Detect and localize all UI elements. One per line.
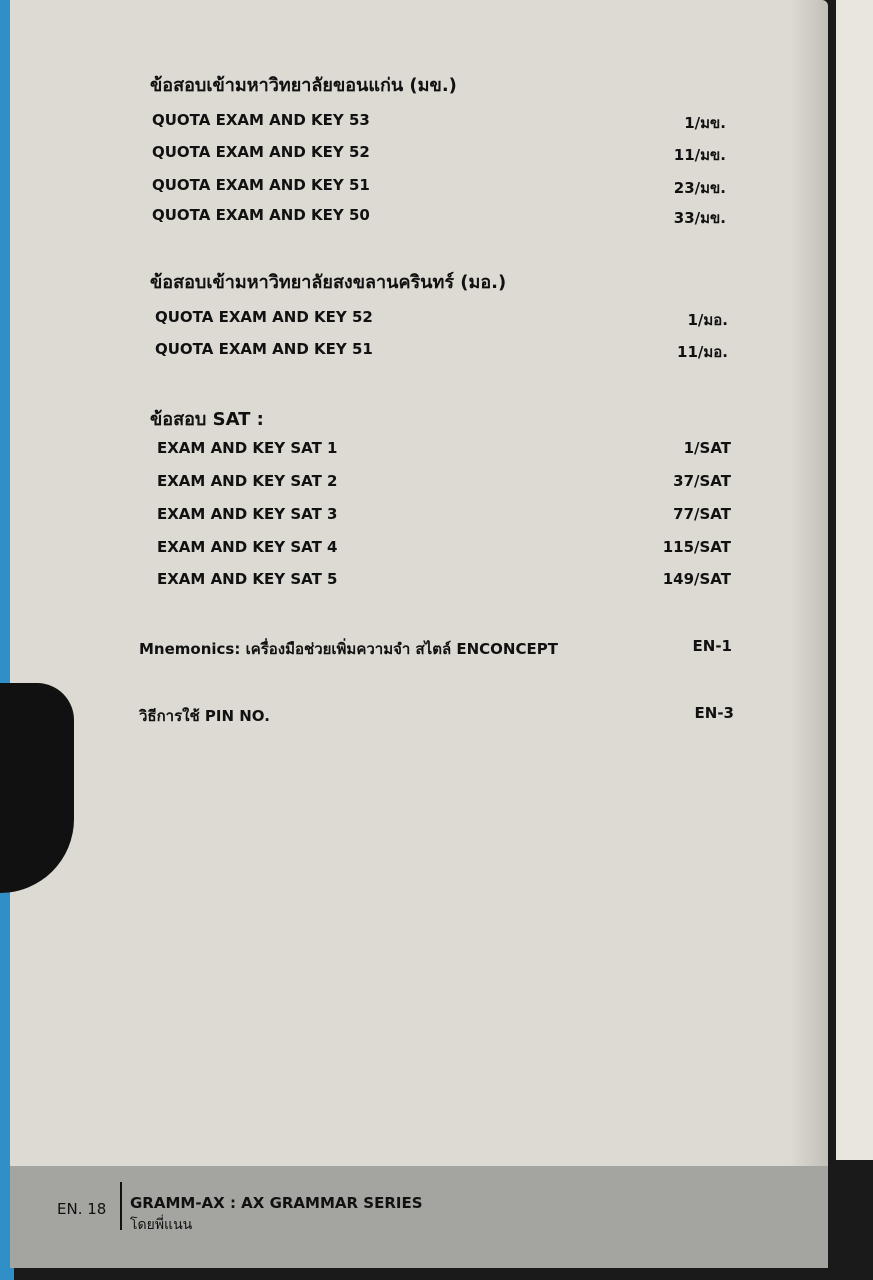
- toc-entry: [157, 538, 731, 558]
- section-heading-kku: ข้อสอบเข้ามหาวิทยาลัยขอนแก่น (มข.): [150, 75, 457, 96]
- toc-entry: [152, 111, 726, 131]
- footer-divider: [120, 1182, 122, 1230]
- toc-entry-page: 1/มอ.: [687, 311, 728, 329]
- toc-entry-label: QUOTA EXAM AND KEY 50: [152, 206, 370, 224]
- toc-entry-label: QUOTA EXAM AND KEY 51: [152, 176, 370, 194]
- toc-entry: [155, 340, 728, 360]
- toc-entry-label: Mnemonics: เครื่องมือช่วยเพิ่มความจำ สไตล์ ENCONCEPT: [139, 640, 558, 658]
- section-heading-psu: ข้อสอบเข้ามหาวิทยาลัยสงขลานครินทร์ (มอ.): [150, 272, 507, 293]
- toc-entry-mnemonics: [139, 637, 732, 657]
- toc-entry: [157, 570, 731, 590]
- toc-entry-page: 11/มอ.: [677, 343, 728, 361]
- toc-entry-label: EXAM AND KEY SAT 1: [157, 439, 338, 457]
- series-title: GRAMM-AX : AX GRAMMAR SERIES: [130, 1194, 423, 1212]
- toc-entry-page: 23/มข.: [673, 179, 726, 197]
- toc-entry-label: EXAM AND KEY SAT 2: [157, 472, 338, 490]
- spine-shadow: [790, 0, 828, 1268]
- page-number: EN. 18: [57, 1200, 107, 1218]
- toc-entry: [152, 176, 726, 196]
- toc-entry-label: QUOTA EXAM AND KEY 53: [152, 111, 370, 129]
- section-heading-sat: ข้อสอบ SAT :: [150, 409, 264, 430]
- toc-entry-page: 33/มข.: [673, 209, 726, 227]
- toc-entry-page: 1/SAT: [683, 439, 731, 457]
- toc-entry: [152, 143, 726, 163]
- toc-entry-label: EXAM AND KEY SAT 5: [157, 570, 338, 588]
- toc-entry-label: QUOTA EXAM AND KEY 51: [155, 340, 373, 358]
- toc-entry-pin: [139, 704, 734, 724]
- adjacent-page: [836, 0, 873, 1160]
- toc-entry-page: EN-1: [692, 637, 732, 655]
- toc-entry-page: 115/SAT: [662, 538, 731, 556]
- toc-entry-label: EXAM AND KEY SAT 3: [157, 505, 338, 523]
- toc-entry: [155, 308, 728, 328]
- toc-entry-page: 37/SAT: [673, 472, 731, 490]
- toc-entry: [152, 206, 726, 226]
- toc-entry-label: QUOTA EXAM AND KEY 52: [152, 143, 370, 161]
- toc-entry-label: QUOTA EXAM AND KEY 52: [155, 308, 373, 326]
- toc-entry: [157, 439, 731, 459]
- toc-entry-page: 149/SAT: [662, 570, 731, 588]
- toc-entry-page: 77/SAT: [673, 505, 731, 523]
- toc-entry-page: EN-3: [694, 704, 734, 722]
- page-footer: [10, 1166, 828, 1268]
- toc-entry-page: 11/มข.: [673, 146, 726, 164]
- author-name: โดยพี่แนน: [130, 1217, 193, 1233]
- toc-entry-label: วิธีการใช้ PIN NO.: [139, 707, 270, 725]
- toc-entry-page: 1/มข.: [684, 114, 726, 132]
- toc-entry: [157, 472, 731, 492]
- toc-entry: [157, 505, 731, 525]
- toc-entry-label: EXAM AND KEY SAT 4: [157, 538, 338, 556]
